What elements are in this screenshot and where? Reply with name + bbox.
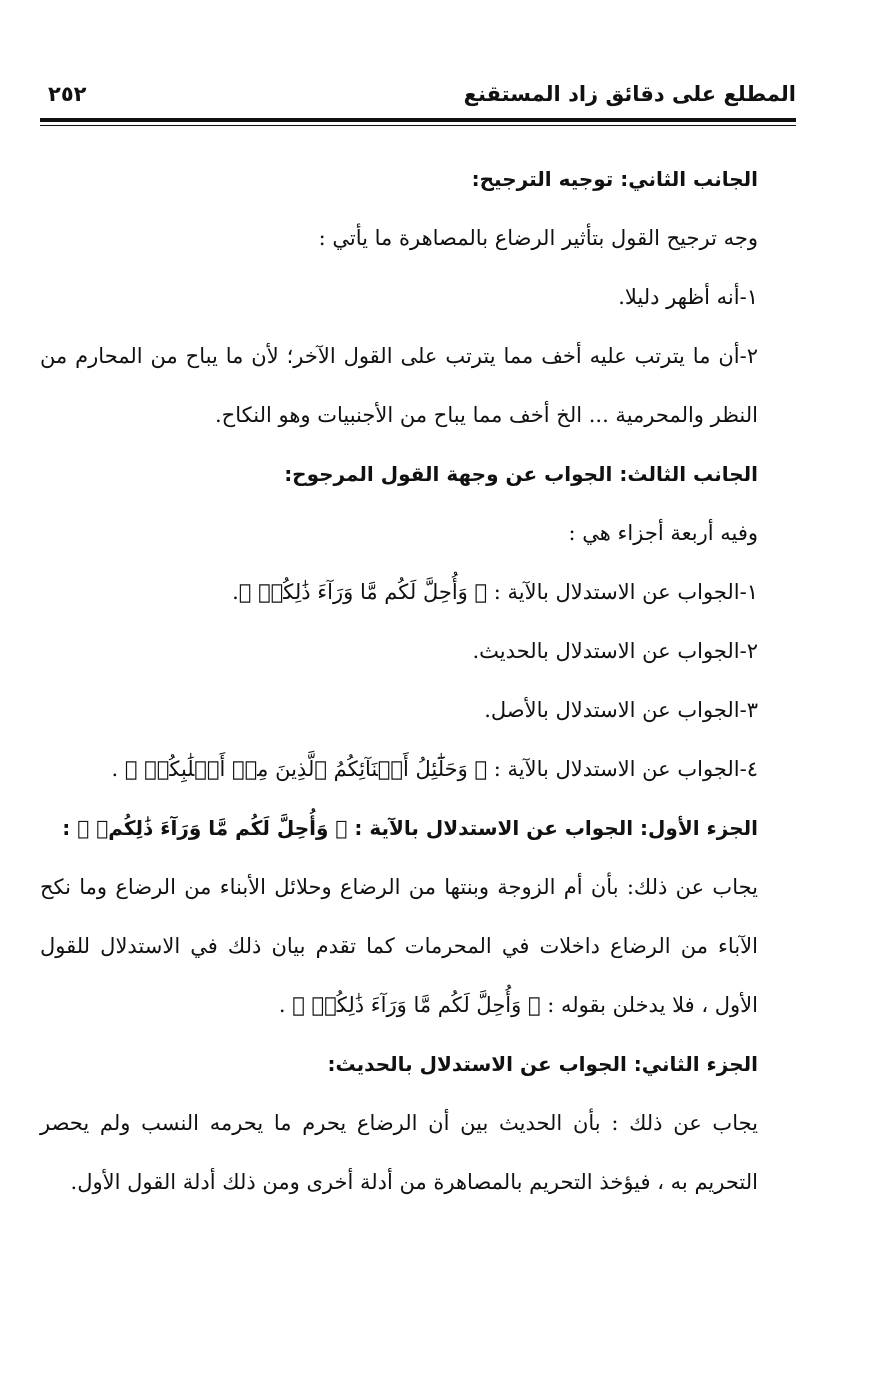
header-rule-thin (40, 125, 796, 126)
running-title: المطلع على دقائق زاد المستقنع (463, 82, 796, 106)
list-item: ٢-أن ما يترتب عليه أخف مما يترتب على القول الآخر؛ لأن ما يباح من المحارم من النظر والمحرمية ... الخ أخف مما يباح من الأجنبيات وهو النكاح. (40, 344, 758, 427)
header-rule-thick (40, 118, 796, 122)
list-item: ١-أنه أظهر دليلا. (618, 285, 758, 309)
page-number: ٢٥٢ (48, 82, 87, 106)
list-item: ١-الجواب عن الاستدلال بالآية : ﴿ وَأُحِلَّ لَكُم مَّا وَرَآءَ ذَٰلِكُمۡ ﴾. (232, 580, 758, 604)
page-body (40, 150, 758, 1212)
list-item: ٣-الجواب عن الاستدلال بالأصل. (484, 698, 758, 722)
section-heading: الجانب الثالث: الجواب عن وجهة القول المرجوح: (284, 462, 758, 486)
paragraph: يجاب عن ذلك : بأن الحديث بين أن الرضاع يحرم ما يحرمه النسب ولم يحصر التحريم به ، فيؤخذ التحريم بالمصاهرة من أدلة أخرى ومن ذلك أدلة القول الأول. (40, 1111, 758, 1194)
section-heading: الجزء الثاني: الجواب عن الاستدلال بالحديث: (327, 1052, 758, 1076)
list-item: ٤-الجواب عن الاستدلال بالآية : ﴿ وَحَلَٰٓئِلُ أَبۡنَآئِكُمُ ٱلَّذِينَ مِنۡ أَصۡلَٰبِكُمۡ ﴾ . (111, 757, 758, 781)
paragraph: وفيه أربعة أجزاء هي : (568, 521, 758, 545)
section-heading: الجزء الأول: الجواب عن الاستدلال بالآية : ﴿ وَأُحِلَّ لَكُم مَّا وَرَآءَ ذَٰلِكُمۡ ﴾ : (62, 816, 758, 840)
section-heading: الجانب الثاني: توجيه الترجيح: (471, 167, 758, 191)
paragraph: وجه ترجيح القول بتأثير الرضاع بالمصاهرة ما يأتي : (318, 226, 758, 250)
paragraph: يجاب عن ذلك: بأن أم الزوجة وبنتها من الرضاع وحلائل الأبناء من الرضاع وما نكح الآباء من الرضاع داخلات في المحرمات كما تقدم بيان ذلك في الاستدلال للقول الأول ، فلا يدخلن بقوله : ﴿ وَأُحِلَّ لَكُم مَّا وَرَآءَ ذَٰلِكُمۡ ﴾ . (40, 875, 758, 1017)
page-header (40, 78, 796, 114)
list-item: ٢-الجواب عن الاستدلال بالحديث. (472, 639, 758, 663)
